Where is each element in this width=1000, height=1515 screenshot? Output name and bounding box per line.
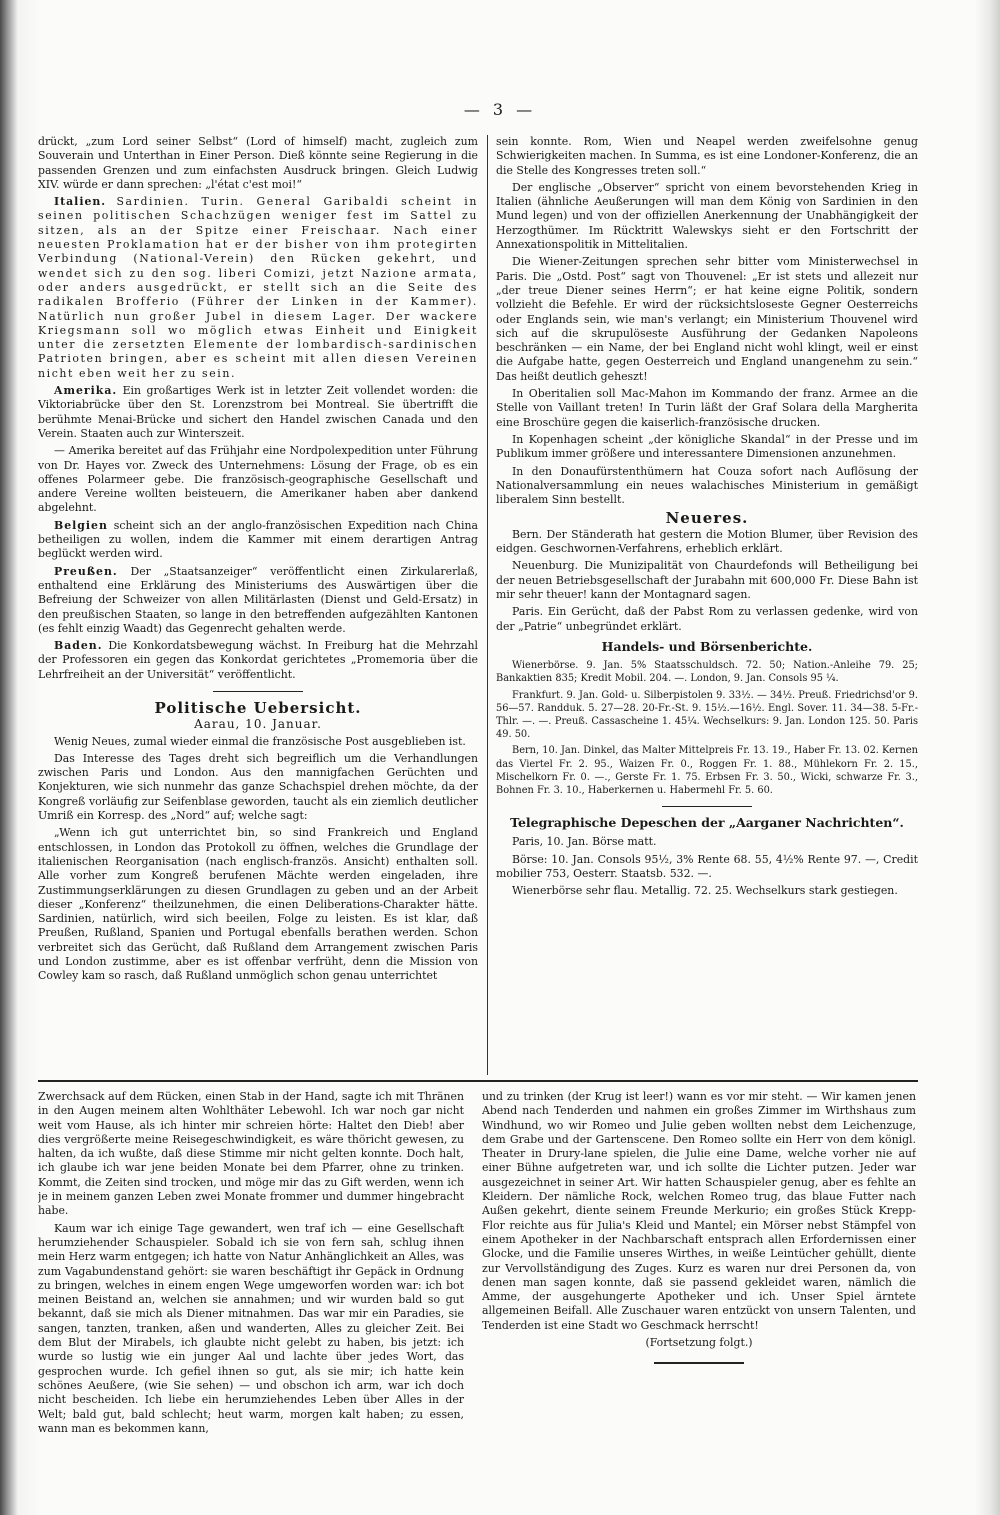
section-title-telegraph: Telegraphische Depeschen der „Aarganer Nachrichten“. [510,815,904,831]
column-divider [487,135,488,1075]
article-paragraph: drückt, „zum Lord seiner Selbst“ (Lord of himself) macht, zugleich zum Souverain und Unterthan in Einer Person. Dieß könnte seine Regierung in die passenden Grenzen und zum einfachsten Ausdruck bringen. Gleich Ludwig XIV. würde er dann sprechen: „l'état c'est moi!“ [38,135,478,191]
item-text: Sardinien. Turin. General Garibaldi scheint in seinen politischen Schachzügen weniger fest im Sattel zu sitzen, als an der Spitze einer Freischaar. Nach einer neuesten Proklamation hat er der bisher von ihm protegirten Verbindung (National-Verein) den Rücken gekehrt, und wendet sich zu den sog. liberi Comizi, jetzt Nazione armata, oder anders ausgedrückt, er stellt sich an die Seite des radikalen Brofferio (Führer der Linken in der Kammer). Natürlich nun großer Jubel in diesem Lager. Der wackere Kriegsmann soll wo möglich etwas Einheit und Einigkeit unter die zersetzten Elemente der lombardisch-sardinischen Patrioten bringen, aber es scheint mit allen diesen Vereinen nicht eben weit her zu sein. [38,195,478,380]
article-paragraph: In Kopenhagen scheint „der königliche Skandal“ in der Presse und im Publikum immer größere und interessantere Dimensionen anzunehmen. [496,432,918,461]
news-item-italien [38,195,478,381]
item-text: scheint sich an der anglo-französischen Expedition nach China betheiligen zu wollen, indem die Kammer mit einem derartigen Antrag beglückt werden wird. [38,518,478,561]
item-keyword: Italien. [54,195,107,209]
dispatch: Wienerbörse sehr flau. Metallig. 72. 25. Wechselkurs stark gestiegen. [512,884,898,898]
news-item-preussen [38,565,478,636]
article-paragraph: Der englische „Observer“ spricht von einem bevorstehenden Krieg in Italien (ähnliche Aeußerungen will man dem König von Sardinien in den Mund legen) und von der offiziellen Anerkennung der Unabhängigkeit der Herzogthümer. Im Rücktritt Walewskys sieht er den Fortschritt der Annexationspolitik in Mittelitalien. [496,180,918,252]
item-text: Ein großartiges Werk ist in letzter Zeit vollendet worden: die Viktoriabrücke über den St. Lorenzstrom bei Montreal. Sie übertrifft die berühmte Menai-Brücke und sichert den Handel zwischen Canada und den Verein. Staaten auch zur Winterszeit. [38,384,478,440]
article-paragraph: Wenig Neues, zumal wieder einmal die französische Post ausgeblieben ist. [54,734,466,748]
news-item: Bern. Der Ständerath hat gestern die Motion Blumer, über Revision des eidgen. Geschwornen-Verfahrens, erheblich erklärt. [496,527,918,556]
feuilleton-paragraph: und zu trinken (der Krug ist leer!) wann es vor mir steht. — Wir kamen jenen Abend nach Tenderden und nahmen ein großes Zimmer im Wirthshaus zum Windhund, wo wir Romeo und Julie geben wollten nebst dem Leichenzuge, dem Grabe und der Gartenscene. Den Romeo sollte ein Herr von dem königl. Theater in Drury-lane spielen, die Julie eine Dame, welche vorher nie auf einer Bühne aufgetreten war, und ich sollte die Lichter putzen. Jeder war ausgezeichnet in seiner Art. Wir hatten Schauspieler genug, aber es fehlte an Kleidern. Der nämliche Rock, welchen Romeo trug, das blaue Futter nach Außen gekehrt, diente seinem Freunde Merkurio; ein großes Stück Krepp-Flor reichte aus für Julia's Kleid und Mantel; ein Mörser nebst Stämpfel von einem Apotheker in der Nachbarschaft entsprach allen Erfordernissen einer Glocke, und die Familie unseres Wirthes, in weiße Leintücher gehüllt, diente zur Vervollständigung des Zuges. Kurz es waren nur drei Personen da, von denen man sagen konnte, daß sie passend gekleidet waren, nämlich die Amme, der ausgehungerte Apotheker und ich. Unser Spiel ärntete allgemeinen Beifall. Alle Zuschauer waren entzückt von unsern Talenten, und Tenderden ist eine Stadt wo Geschmack herrscht! [482,1090,916,1332]
market-report: Wienerbörse. 9. Jan. 5% Staatsschuldsch. 72. 50; Nation.-Anleihe 79. 25; Bankaktien 835; Kredit Mobil. 204. —. London, 9. Jan. Consols 95 ¼. [496,660,918,685]
feuilleton-divider [38,1080,918,1082]
feuilleton-left-column [38,1090,464,1470]
article-paragraph: sein konnte. Rom, Wien und Neapel werden zweifelsohne genug Schwierigkeiten machen. In Summa, es ist eine Londoner-Konferenz, die an die Stelle des Kongresses treten soll.“ [496,135,918,177]
dateline: Aarau, 10. Januar. [194,717,322,732]
article-paragraph: — Amerika bereitet auf das Frühjahr eine Nordpolexpedition unter Führung von Dr. Hayes vor. Zweck des Unternehmens: Lösung der Frage, ob es ein offenes Polarmeer gebe. Die französisch-geographische Gesellschaft und andere Vereine wollten beisteuern, die Amerikaner haben aber dankend abgelehnt. [38,444,478,515]
divider [213,691,303,692]
article-paragraph: In Oberitalien soll Mac-Mahon im Kommando der franz. Armee an die Stelle von Vaillant treten! In Turin läßt der Graf Solara della Margherita eine Broschüre gegen die kaiserlich-französische drucken. [496,387,918,429]
page-number: — 3 — [463,100,537,119]
article-paragraph: Das Interesse des Tages dreht sich begreiflich um die Verhandlungen zwischen Paris und London. Aus den mannigfachen Gerüchten und Konjekturen, wie sich nunmehr das ganze Schachspiel drehen möchte, da der Kongreß vorläufig zur Seifenblase geworden, taucht als ein ziemlich deutlicher Umriß ein Korresp. des „Nord“ auf; welche sagt: [38,751,478,823]
feuilleton-paragraph: Zwerchsack auf dem Rücken, einen Stab in der Hand, sagte ich mit Thränen in den Augen meinem alten Wohlthäter Lebewohl. Ich war noch gar nicht weit vom Hause, als ich hinter mir schreien hörte: Haltet den Dieb! aber dies vergrößerte meine Reisegeschwindigkeit, es wäre thöricht gewesen, zu halten, da ich wußte, daß diese Stimme mir nicht gelten konnte. Doch halt, ich glaube ich war jene beiden Monate bei dem Pfarrer, ohne zu trinken. Kommt, die Zeiten sind trocken, und möge mir das zu Gift werden, wenn ich je in meinem ganzen Leben zwei Monate frommer und dummer hingebracht habe. [38,1090,464,1218]
section-title-handel: Handels- und Börsenberichte. [601,638,813,654]
item-keyword: Amerika. [54,384,118,398]
right-column [496,135,918,1075]
market-report: Frankfurt. 9. Jan. Gold- u. Silberpistolen 9. 33½. — 34½. Preuß. Friedrichsd'or 9. 56—57. Randduk. 5. 27—28. 20-Fr.-St. 9. 15½.—16½. Engl. Sover. 11. 34—38. 5-Fr.-Thlr. —. —. Preuß. Cassascheine 1. 45¼. Wechselkurs: 9. Jan. London 125. 50. Paris 49. 50. [496,689,918,741]
left-column [38,135,478,1075]
news-item: Paris. Ein Gerücht, daß der Pabst Rom zu verlassen gedenke, wird von der „Patrie“ unbegründet erklärt. [496,605,918,633]
item-keyword: Baden. [54,639,103,653]
article-paragraph: „Wenn ich gut unterrichtet bin, so sind Frankreich und England entschlossen, in London das Protokoll zu öffnen, welches die Grundlage der italienischen Reorganisation (nach englisch-französ. Ansicht) enthalten soll. Alle vorher zum Kongreß berufenen Mächte werden eingeladen, ihre Zustimmungserklärungen zu diesen Grundlagen zu geben und an der Arbeit dieser „Konferenz“ theilzunehmen, die einen Deliberations-Charakter hätte. Sardinien, natürlich, wird sich beeilen, Folge zu leisten. Es ist klar, daß Preußen, Rußland, Spanien und Portugal ebenfalls berathen werden. Schon verbreitet sich das Gerücht, daß Rußland dem Arrangement zwischen Paris und London zustimme, aber es ist offenbar verfrüht, denn die Mission von Cowley kam so rasch, daß Rußland unmöglich schon genau unterrichtet [38,826,478,983]
section-title-uebersicht: Politische Uebersicht. [154,698,362,717]
news-item-baden [38,639,478,682]
feuilleton-paragraph: Kaum war ich einige Tage gewandert, wen traf ich — eine Gesellschaft herumziehender Schauspieler. Sobald ich sie von fern sah, schlug ihnen mein Herz warm entgegen; ich hatte von Natur Anhänglichkeit an Alles, was zum Vagabundenstand gehört: sie waren beschäftigt ihr Gepäck in Ordnung zu bringen, welches in einem engen Wege umgeworfen worden war: ich bot meinen Beistand an, welchen sie annahmen; und wir wurden bald so gut bekannt, daß sie mich als Diener mitnahmen. Das war mir ein Paradies, sie sangen, tanzten, tranken, aßen und wanderten, Alles zu gleicher Zeit. Bei dem Blut der Mirabels, ich glaubte nicht gelebt zu haben, bis jetzt: ich wurde so lustig wie ein junger Aal und lachte über jedes Wort, das gesprochen wurde. Ich gefiel ihnen so gut, als sie mir; ich hatte kein schönes Aeußere, (wie Sie sehen) — und obschon ich arm, war ich doch nicht bescheiden. Ich liebe ein herumziehendes Leben über Alles in der Welt; bald gut, bald schlecht; heut warm, morgen kalt haben; zu essen, wann man es bekommen kann, [38,1221,464,1435]
item-text: Der „Staatsanzeiger“ veröffentlicht einen Zirkularerlaß, enthaltend eine Erklärung des Ministeriums des Auswärtigen über die Befreiung der Schweizer von allen Militärlasten (Dienst und Geld-Ersatz) in den preußischen Staaten, so lange in den betreffenden aufgezählten Kantonen (es fehlt einzig Waadt) das Gegenrecht gehalten werde. [38,564,478,635]
item-keyword: Preußen. [54,564,118,578]
dispatch: Börse: 10. Jan. Consols 95½, 3% Rente 68. 55, 4½% Rente 97. —, Credit mobilier 753, Oesterr. Staatsb. 532. —. [496,852,918,881]
divider [654,1362,744,1364]
news-item: Neuenburg. Die Munizipalität von Chaurdefonds will Betheiligung bei der neuen Betriebsgesellschaft der Jurabahn mit 600,000 Fr. Diese Bahn ist mir sehr theuer! kann der Montagnard sagen. [496,559,918,601]
news-item-belgien [38,519,478,562]
item-text: Die Konkordatsbewegung wächst. In Freiburg hat die Mehrzahl der Professoren ein gegen das Konkordat gerichtetes „Promemoria über die Lehrfreiheit an der Universität“ veröffentlicht. [38,639,478,681]
article-paragraph: Die Wiener-Zeitungen sprechen sehr bitter vom Ministerwechsel in Paris. Die „Ostd. Post“ sagt von Thouvenel: „Er ist stets und allezeit nur „der treue Diener seines Herrn“; er hat keine eigne Politik, sondern vollzieht die Befehle. Er wird der rücksichtsloseste Gegner Oesterreichs oder Englands sein, wie man's verlangt; ein Ministerium Thouvenel wird sich auf die skrupulöseste Ausführung der Gedanken Napoleons beschränken — ein Name, der bei England nicht wohl klingt, weil er einst die Aufgabe hatte, gegen Oesterreich und England unangenehm zu sein.“ Das heißt deutlich geheszt! [496,255,918,383]
feuilleton-right-column [482,1090,916,1470]
market-report: Bern, 10. Jan. Dinkel, das Malter Mittelpreis Fr. 13. 19., Haber Fr. 13. 02. Kernen das Viertel Fr. 2. 95., Waizen Fr. 0., Roggen Fr. 1. 88., Mühlekorn Fr. 2. 15., Mischelkorn Fr. 0. —., Gerste Fr. 1. 75. Erbsen Fr. 3. 50., Wicki, schwarze Fr. 3., Bohnen Fr. 3. 10., Haberkernen u. Habermehl Fr. 5. 60. [496,745,918,796]
item-keyword: Belgien [54,518,108,532]
dispatch: Paris, 10. Jan. Börse matt. [512,835,657,849]
continuation-note: (Fortsetzung folgt.) [645,1336,753,1350]
divider [662,806,752,807]
news-item-amerika [38,384,478,441]
article-paragraph: In den Donaufürstenthümern hat Couza sofort nach Auflösung der Nationalversammlung ein neues walachisches Ministerium in gemäßigt liberalem Sinn bestellt. [496,464,918,507]
section-title-neueres: Neueres. [665,509,749,528]
